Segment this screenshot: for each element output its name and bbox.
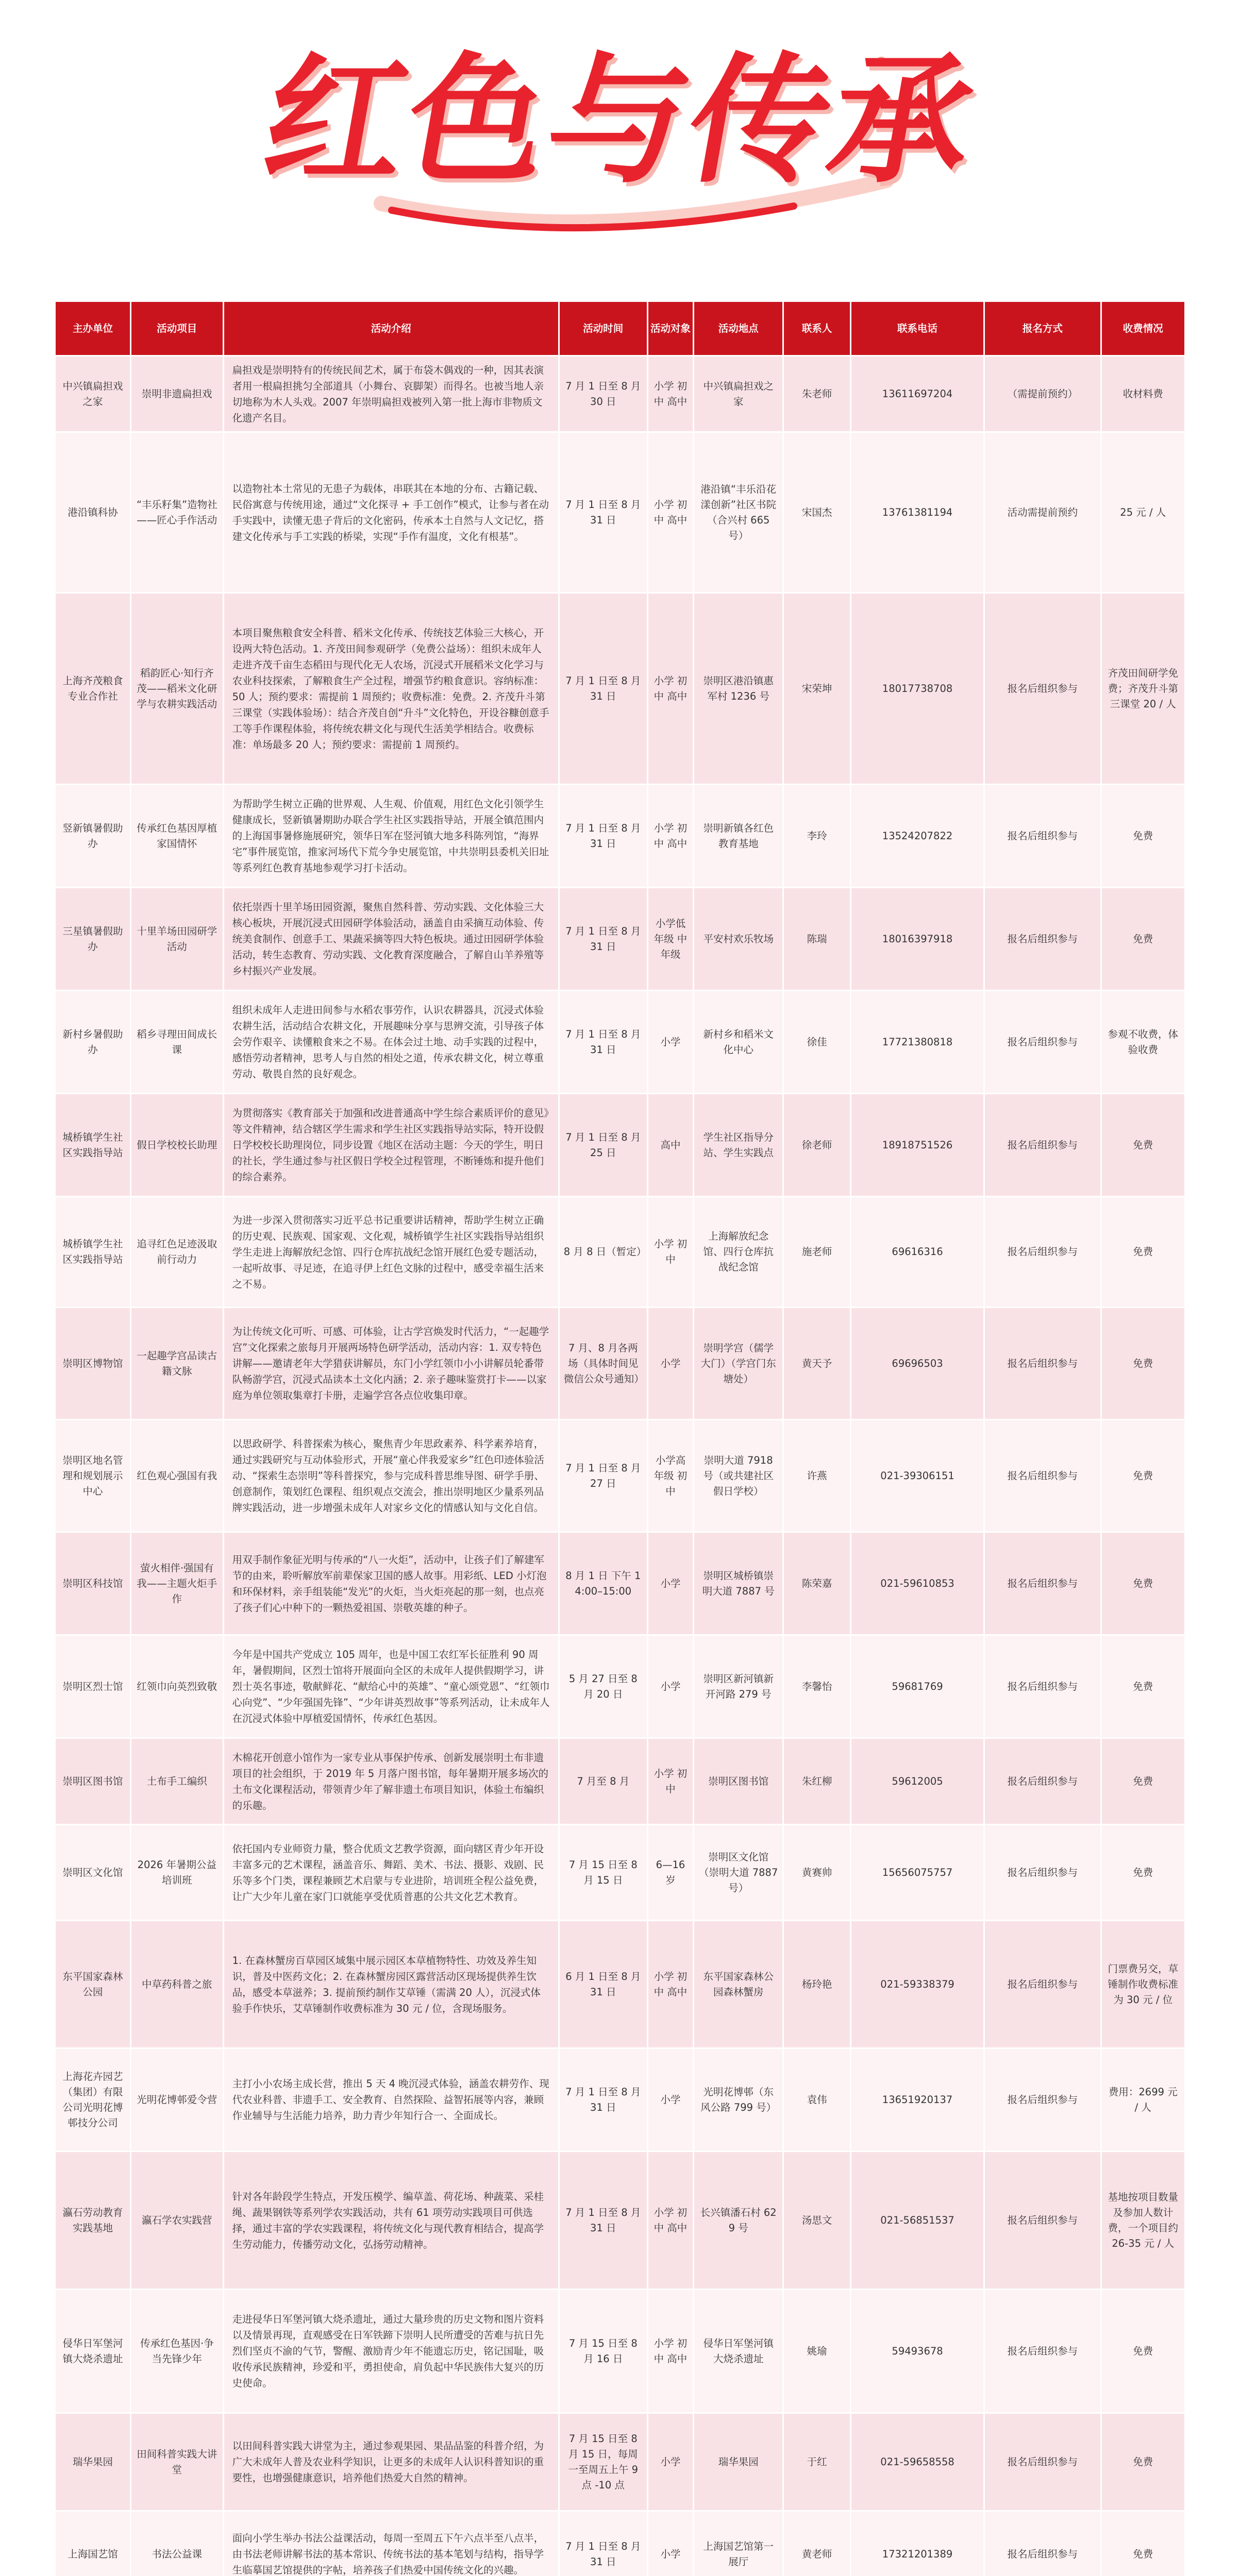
cell-organizer: 城桥镇学生社区实践指导站	[55, 1197, 131, 1308]
table-row	[55, 2151, 1185, 2290]
cell-time: 7 月 1 日至 8 月 31 日	[559, 432, 647, 593]
cell-location: 新村乡和稻米文化中心	[694, 991, 783, 1094]
cell-signup: （需提前预约）	[984, 356, 1101, 432]
cell-fee: 免费	[1101, 1825, 1185, 1921]
cell-audience: 小学	[647, 991, 693, 1094]
cell-signup: 报名后组织参与	[984, 1532, 1101, 1635]
cell-audience: 小学	[647, 1635, 693, 1738]
cell-project: 红领巾向英烈致敬	[130, 1635, 223, 1738]
cell-location: 崇明区新河镇新开河路 279 号	[694, 1635, 783, 1738]
cell-signup: 报名后组织参与	[984, 2511, 1101, 2576]
header-banner	[0, 0, 1240, 299]
cell-time: 7 月 1 日至 8 月 31 日	[559, 593, 647, 785]
cell-intro: 1. 在森林蟹房百草园区域集中展示园区本草植物特性、功效及养生知识，普及中医药文化；2. 在森林蟹房园区露营活动区现场提供养生饮品，感受本草滋养；3. 提前预约制作艾草锤（需满 20 人），沉浸式体验手作快乐，艾草锤制作收费标准为 30 元 / 位，含现场服务。	[223, 1921, 559, 2048]
cell-fee: 基地按项目数量及参加人数计费，一个项目约 26-35 元 / 人	[1101, 2151, 1185, 2290]
cell-organizer: 东平国家森林公园	[55, 1921, 131, 2048]
cell-audience: 小学	[647, 2511, 693, 2576]
cell-contact: 李馨怡	[783, 1635, 851, 1738]
table-row	[55, 1308, 1185, 1420]
cell-time: 5 月 27 日至 8 月 20 日	[559, 1635, 647, 1738]
cell-project: 追寻红色足迹汲取前行动力	[130, 1197, 223, 1308]
cell-organizer: 新村乡暑假助办	[55, 991, 131, 1094]
cell-phone[interactable]: 69696503	[850, 1308, 984, 1420]
cell-contact: 宋荣坤	[783, 593, 851, 785]
cell-contact: 姚瑜	[783, 2290, 851, 2413]
cell-audience: 小学 初中 高中	[647, 432, 693, 593]
cell-fee: 25 元 / 人	[1101, 432, 1185, 593]
cell-fee: 参观不收费，体验收费	[1101, 991, 1185, 1094]
cell-project: 崇明非遗扁担戏	[130, 356, 223, 432]
cell-fee: 免费	[1101, 888, 1185, 991]
table-row	[55, 991, 1185, 1094]
cell-phone[interactable]: 021-59338379	[850, 1921, 984, 2048]
cell-project: 传承红色基因·争当先锋少年	[130, 2290, 223, 2413]
cell-organizer: 瀛石劳动教育实践基地	[55, 2151, 131, 2290]
cell-location: 崇明区图书馆	[694, 1738, 783, 1825]
cell-time: 7 月 1 日至 8 月 31 日	[559, 2511, 647, 2576]
cell-audience: 小学高年级 初中	[647, 1420, 693, 1532]
header-contact: 联系人	[783, 301, 851, 356]
cell-contact: 李玲	[783, 785, 851, 888]
cell-intro: 为让传统文化可听、可感、可体验，让古学宫焕发时代活力，“一起趣学宫”文化探索之旅每月开展两场特色研学活动，活动内容：1. 双专特色讲解——邀请老年大学猎获讲解员，东门小学红领巾小小讲解员轮番带队畅游学宫，沉浸式品读本土文化内涵；2. 亲子趣味鉴赏打卡——以家庭为单位领取集章打卡册，走遍学宫各点位收集印章。	[223, 1308, 559, 1420]
cell-intro: 本项目聚焦粮食安全科普、稻米文化传承、传统技艺体验三大核心，开设两大特色活动。1. 齐茂田间参观研学（免费公益场）：组织未成年人走进齐茂千亩生态稻田与现代化无人农场，沉浸式开展稻米文化学习与农业科技探索，了解粮食生产全过程，增强节约粮食意识。容纳标准：50 人；预约要求：需提前 1 周预约；收费标准：免费。2. 齐茂升斗第三课堂（实践体验场）：结合齐茂自创“升斗”文化特色，开设谷糠创意手工等手作课程体验，将传统农耕文化与现代生活美学相结合。收费标准：单场最多 20 人；预约要求：需提前 1 周预约。	[223, 593, 559, 785]
cell-location: 平安村欢乐牧场	[694, 888, 783, 991]
cell-location: 长兴镇潘石村 629 号	[694, 2151, 783, 2290]
cell-signup: 报名后组织参与	[984, 2413, 1101, 2511]
cell-audience: 小学 初中	[647, 1197, 693, 1308]
cell-intro: 为帮助学生树立正确的世界观、人生观、价值观，用红色文化引领学生健康成长，竖新镇暑期助办联合学生社区实践指导站，开展全镇范围内的上海国事暑修施展研究，领华日军在竖河镇大地多科陈列馆，“海界宅”事件展览馆，推家河场代下荒今争史展览馆，中共崇明县委机关旧址等系列红色教育基地参观学习打卡活动。	[223, 785, 559, 888]
cell-project: “丰乐籽集”造物社——匠心手作活动	[130, 432, 223, 593]
cell-organizer: 竖新镇暑假助办	[55, 785, 131, 888]
cell-location: 上海国艺馆第一展厅	[694, 2511, 783, 2576]
table-body	[55, 356, 1185, 2576]
cell-time: 7 月 1 日至 8 月 30 日	[559, 356, 647, 432]
table-row	[55, 593, 1185, 785]
table-row	[55, 888, 1185, 991]
cell-intro: 主打小小农场主成长营，推出 5 天 4 晚沉浸式体验，涵盖农耕劳作、现代农业科普、非遗手工、安全教育、自然探险、益智拓展等内容，兼顾作业辅导与生活能力培养，助力青少年知行合一、全面成长。	[223, 2048, 559, 2151]
cell-organizer: 崇明区文化馆	[55, 1825, 131, 1921]
cell-project: 稻乡寻理田间成长课	[130, 991, 223, 1094]
cell-organizer: 崇明区图书馆	[55, 1738, 131, 1825]
cell-contact: 徐老师	[783, 1094, 851, 1197]
cell-signup: 报名后组织参与	[984, 1825, 1101, 1921]
cell-intro: 以造物社本土常见的无患子为载体，串联其在本地的分布、古籍记载、民俗寓意与传统用途，通过“文化探寻 + 手工创作”模式，让参与者在动手实践中，读懂无患子背后的文化密码，传承本土自然与人文记忆，搭建文化传承与手工实践的桥梁，实现“手作有温度，文化有根基”。	[223, 432, 559, 593]
cell-contact: 陈瑞	[783, 888, 851, 991]
cell-project: 光明花博邨爱令营	[130, 2048, 223, 2151]
cell-phone[interactable]: 13761381194	[850, 432, 984, 593]
header-phone: 联系电话	[850, 301, 984, 356]
cell-time: 7 月 1 日至 8 月 31 日	[559, 991, 647, 1094]
cell-time: 8 月 8 日（暂定）	[559, 1197, 647, 1308]
cell-signup: 报名后组织参与	[984, 888, 1101, 991]
cell-fee: 齐茂田间研学免费；齐茂升斗第三课堂 20 / 人	[1101, 593, 1185, 785]
cell-intro: 面向小学生举办书法公益课活动，每周一至周五下午六点半至八点半，由书法老师讲解书法的基本常识、传统书法的基本笔划与结构，指导学生临摹国艺馆提供的字帖，培养孩子们热爱中国传统文化的兴趣。	[223, 2511, 559, 2576]
cell-contact: 徐佳	[783, 991, 851, 1094]
cell-contact: 杨玲艳	[783, 1921, 851, 2048]
cell-phone[interactable]: 021-39306151	[850, 1420, 984, 1532]
cell-contact: 朱老师	[783, 356, 851, 432]
cell-audience: 小学	[647, 1532, 693, 1635]
cell-organizer: 崇明区科技馆	[55, 1532, 131, 1635]
cell-audience: 小学 初中 高中	[647, 593, 693, 785]
cell-phone[interactable]: 59493678	[850, 2290, 984, 2413]
table-row	[55, 1420, 1185, 1532]
cell-phone[interactable]: 18918751526	[850, 1094, 984, 1197]
cell-intro: 走进侵华日军堡河镇大烧杀遗址，通过大量珍贵的历史文物和图片资料以及情景再现，直观感受在日军铁蹄下崇明人民所遭受的苦难与抗日先烈们坚贞不渝的气节，警醒、激励青少年不能遗忘历史，铭记国耻，吸收传承民族精神，珍爱和平，勇担使命，肩负起中华民族伟大复兴的历史使命。	[223, 2290, 559, 2413]
cell-time: 7 月、8 月各两场（具体时间见微信公众号通知）	[559, 1308, 647, 1420]
cell-signup: 报名后组织参与	[984, 1921, 1101, 2048]
cell-audience: 6—16 岁	[647, 1825, 693, 1921]
cell-organizer: 崇明区博物馆	[55, 1308, 131, 1420]
cell-project: 传承红色基因厚植家国情怀	[130, 785, 223, 888]
cell-phone[interactable]: 15656075757	[850, 1825, 984, 1921]
table-row	[55, 1197, 1185, 1308]
cell-location: 港沿镇“丰乐沿花漾创新”社区书院（合兴村 665 号）	[694, 432, 783, 593]
cell-project: 田间科普实践大讲堂	[130, 2413, 223, 2511]
cell-organizer: 侵华日军堡河镇大烧杀遗址	[55, 2290, 131, 2413]
cell-fee: 免费	[1101, 1738, 1185, 1825]
cell-signup: 报名后组织参与	[984, 785, 1101, 888]
cell-phone[interactable]: 021-59610853	[850, 1532, 984, 1635]
cell-contact: 朱红柳	[783, 1738, 851, 1825]
cell-contact: 黄天予	[783, 1308, 851, 1420]
cell-fee: 免费	[1101, 2413, 1185, 2511]
cell-intro: 以思政研学、科普探索为核心，聚焦青少年思政素养、科学素养培育，通过实践研究与互动体验形式，开展“童心伴我爱家乡”红色印迹体验活动、“探索生态崇明”等科普探究，参与完成科普思维导图、研学手册、创意制作，策划红色课程、组织观点交流会，推出崇明地区少量系列品牌实践活动，进一步增强未成年人对家乡文化的情感认知与文化自信。	[223, 1420, 559, 1532]
cell-location: 侵华日军堡河镇大烧杀遗址	[694, 2290, 783, 2413]
cell-contact: 宋国杰	[783, 432, 851, 593]
cell-audience: 小学	[647, 2413, 693, 2511]
cell-organizer: 上海花卉园艺（集团）有限公司光明花博邨技分公司	[55, 2048, 131, 2151]
cell-signup: 报名后组织参与	[984, 1738, 1101, 1825]
cell-location: 崇明学宫（儒学大门）（学宫门东塘处）	[694, 1308, 783, 1420]
table-row	[55, 2048, 1185, 2151]
cell-location: 崇明大道 7918 号（或共建社区假日学校）	[694, 1420, 783, 1532]
cell-phone[interactable]: 13611697204	[850, 356, 984, 432]
cell-fee: 免费	[1101, 1197, 1185, 1308]
cell-fee: 门票费另交，草锤制作收费标准为 30 元 / 位	[1101, 1921, 1185, 2048]
cell-contact: 黄赛帅	[783, 1825, 851, 1921]
cell-audience: 小学 初中 高中	[647, 2151, 693, 2290]
cell-project: 一起趣学宫品读古籍文脉	[130, 1308, 223, 1420]
cell-contact: 黄老师	[783, 2511, 851, 2576]
cell-time: 7 月至 8 月	[559, 1738, 647, 1825]
cell-intro: 木棉花开创意小馆作为一家专业从事保护传承、创新发展崇明土布非遗项目的社会组织，于 2019 年 5 月落户图书馆，每年暑期开展多场次的土布文化课程活动，带领青少年了解非遗土布项目知识，体验土布编织的乐趣。	[223, 1738, 559, 1825]
table-row	[55, 1635, 1185, 1738]
header-intro: 活动介绍	[223, 301, 559, 356]
cell-fee: 免费	[1101, 1094, 1185, 1197]
cell-signup: 报名后组织参与	[984, 2048, 1101, 2151]
cell-project: 萤火相伴·强国有我——主题火炬手作	[130, 1532, 223, 1635]
cell-audience: 小学	[647, 1308, 693, 1420]
table-row	[55, 1921, 1185, 2048]
cell-organizer: 崇明区地名管理和规划展示中心	[55, 1420, 131, 1532]
cell-audience: 小学	[647, 2048, 693, 2151]
cell-signup: 报名后组织参与	[984, 1635, 1101, 1738]
cell-phone[interactable]: 59681769	[850, 1635, 984, 1738]
cell-project: 中草药科普之旅	[130, 1921, 223, 2048]
cell-time: 7 月 15 日至 8 月 15 日	[559, 1825, 647, 1921]
cell-time: 7 月 1 日至 8 月 31 日	[559, 785, 647, 888]
cell-time: 7 月 1 日至 8 月 31 日	[559, 888, 647, 991]
cell-signup: 报名后组织参与	[984, 593, 1101, 785]
header-time: 活动时间	[559, 301, 647, 356]
cell-time: 7 月 1 日至 8 月 31 日	[559, 2151, 647, 2290]
cell-fee: 免费	[1101, 1308, 1185, 1420]
cell-fee: 免费	[1101, 2511, 1185, 2576]
cell-project: 书法公益课	[130, 2511, 223, 2576]
cell-signup: 报名后组织参与	[984, 1094, 1101, 1197]
cell-audience: 高中	[647, 1094, 693, 1197]
header-organizer: 主办单位	[55, 301, 131, 356]
cell-audience: 小学 初中 高中	[647, 1921, 693, 2048]
cell-intro: 扁担戏是崇明特有的传统民间艺术，属于布袋木偶戏的一种，因其表演者用一根扁担挑匀全部道具（小舞台、哀脚架）而得名。也被当地人亲切地称为木人头戏。2007 年崇明扁担戏被列入第一批上海市非物质文化遗产名目。	[223, 356, 559, 432]
cell-fee: 免费	[1101, 1635, 1185, 1738]
cell-time: 7 月 15 日至 8 月 15 日，每周一至周五上午 9 点 -10 点	[559, 2413, 647, 2511]
cell-project: 假日学校校长助理	[130, 1094, 223, 1197]
cell-organizer: 三星镇暑假助办	[55, 888, 131, 991]
table-row	[55, 2413, 1185, 2511]
cell-contact: 于红	[783, 2413, 851, 2511]
cell-phone[interactable]: 18017738708	[850, 593, 984, 785]
cell-location: 崇明区文化馆（崇明大道 7887 号）	[694, 1825, 783, 1921]
cell-phone[interactable]: 17321201389	[850, 2511, 984, 2576]
cell-signup: 报名后组织参与	[984, 2290, 1101, 2413]
cell-location: 东平国家森林公园森林蟹房	[694, 1921, 783, 2048]
cell-signup: 报名后组织参与	[984, 991, 1101, 1094]
cell-time: 7 月 15 日至 8 月 16 日	[559, 2290, 647, 2413]
cell-phone[interactable]: 021-59658558	[850, 2413, 984, 2511]
cell-fee: 免费	[1101, 785, 1185, 888]
table-row	[55, 1094, 1185, 1197]
cell-organizer: 城桥镇学生社区实践指导站	[55, 1094, 131, 1197]
cell-time: 6 月 1 日至 8 月 31 日	[559, 1921, 647, 2048]
table-header-row	[55, 301, 1185, 356]
cell-signup: 报名后组织参与	[984, 2151, 1101, 2290]
cell-signup: 报名后组织参与	[984, 1197, 1101, 1308]
cell-intro: 今年是中国共产党成立 105 周年，也是中国工农红军长征胜利 90 周年，暑假期间，区烈士馆将开展面向全区的未成年人提供假期学习，讲烈士英名事迹，敬献鲜花、“献给心中的英雄”、“童心颂党恩”、“红领巾心向党”、“少年强国先锋”、“少年讲英烈故事”等系列活动，让未成年人在沉浸式体验中厚植爱国情怀，传承红色基因。	[223, 1635, 559, 1738]
cell-location: 学生社区指导分站、学生实践点	[694, 1094, 783, 1197]
cell-time: 7 月 1 日至 8 月 31 日	[559, 2048, 647, 2151]
cell-contact: 许燕	[783, 1420, 851, 1532]
header-signup: 报名方式	[984, 301, 1101, 356]
cell-phone[interactable]: 17721380818	[850, 991, 984, 1094]
cell-organizer: 上海国艺馆	[55, 2511, 131, 2576]
cell-intro: 针对各年龄段学生特点，开发压模学、编草盖、荷花场、种蔬菜、采桂绳、蔬果钢铁等系列学农实践活动，共有 61 项劳动实践项目可供选择，通过丰富的学农实践课程，将传统文化与现代教育相结合，提高学生劳动能力，传播劳动文化，弘扬劳动精神。	[223, 2151, 559, 2290]
cell-contact: 施老师	[783, 1197, 851, 1308]
cell-location: 上海解放纪念馆、四行仓库抗战纪念馆	[694, 1197, 783, 1308]
cell-fee: 免费	[1101, 1532, 1185, 1635]
header-project: 活动项目	[130, 301, 223, 356]
cell-signup: 报名后组织参与	[984, 1420, 1101, 1532]
table-row	[55, 432, 1185, 593]
cell-organizer: 上海齐茂粮食专业合作社	[55, 593, 131, 785]
cell-location: 崇明区城桥镇崇明大道 7887 号	[694, 1532, 783, 1635]
cell-phone[interactable]: 13524207822	[850, 785, 984, 888]
cell-organizer: 瑞华果园	[55, 2413, 131, 2511]
cell-signup: 报名后组织参与	[984, 1308, 1101, 1420]
cell-intro: 以田间科普实践大讲堂为主，通过参观果园、果品品鉴的科普介绍，为广大未成年人普及农业科学知识，让更多的未成年人认识科普知识的重要性，也增强健康意识，培养他们热爱大自然的精神。	[223, 2413, 559, 2511]
cell-location: 崇明区港沿镇惠军村 1236 号	[694, 593, 783, 785]
cell-fee: 收材料费	[1101, 356, 1185, 432]
cell-fee: 费用：2699 元 / 人	[1101, 2048, 1185, 2151]
cell-signup: 活动需提前预约	[984, 432, 1101, 593]
cell-time: 7 月 1 日至 8 月 25 日	[559, 1094, 647, 1197]
cell-fee: 免费	[1101, 1420, 1185, 1532]
activity-table	[54, 300, 1186, 2576]
cell-location: 光明花博邨（东风公路 799 号）	[694, 2048, 783, 2151]
cell-audience: 小学 初中	[647, 1738, 693, 1825]
table-row	[55, 2290, 1185, 2413]
cell-phone[interactable]: 59612005	[850, 1738, 984, 1825]
header-location: 活动地点	[694, 301, 783, 356]
table-row	[55, 1825, 1185, 1921]
cell-contact: 汤思文	[783, 2151, 851, 2290]
cell-organizer: 崇明区烈士馆	[55, 1635, 131, 1738]
cell-organizer: 港沿镇科协	[55, 432, 131, 593]
cell-audience: 小学 初中 高中	[647, 785, 693, 888]
cell-phone[interactable]: 69616316	[850, 1197, 984, 1308]
cell-fee: 免费	[1101, 2290, 1185, 2413]
cell-location: 中兴镇扁担戏之家	[694, 356, 783, 432]
cell-intro: 为贯彻落实《教育部关于加强和改进普通高中学生综合素质评价的意见》等文件精神，结合辖区学生需求和学生社区实践指导站实际，特开设假日学校校长助理岗位，同步设置《地区在活动主题：今天的学生，明日的社长，学生通过参与社区假日学校全过程管理，不断锤炼和提升他们的综合素养。	[223, 1094, 559, 1197]
cell-project: 红色观心强国有我	[130, 1420, 223, 1532]
cell-contact: 陈荣嘉	[783, 1532, 851, 1635]
cell-time: 7 月 1 日至 8 月 27 日	[559, 1420, 647, 1532]
header-audience: 活动对象	[647, 301, 693, 356]
cell-audience: 小学 初中 高中	[647, 356, 693, 432]
table-row	[55, 785, 1185, 888]
table-row	[55, 1738, 1185, 1825]
table-row	[55, 1532, 1185, 1635]
cell-project: 2026 年暑期公益培训班	[130, 1825, 223, 1921]
cell-intro: 依托崇西十里羊场田园资源，聚焦自然科普、劳动实践、文化体验三大核心板块，开展沉浸式田园研学体验活动，涵盖自由采摘互动体验、传统美食制作、创意手工、果蔬采摘等四大特色板块。通过田园研学体验活动，转生态教育、劳动实践、文化教育深度融合，了解自山羊养殖等乡村振兴产业发展。	[223, 888, 559, 991]
cell-phone[interactable]: 021-56851537	[850, 2151, 984, 2290]
cell-location: 崇明新镇各红色教育基地	[694, 785, 783, 888]
table-row	[55, 2511, 1185, 2576]
cell-time: 8 月 1 日 下午 14:00–15:00	[559, 1532, 647, 1635]
cell-intro: 用双手制作象征光明与传承的“八一火炬”，活动中，让孩子们了解建军节的由来，聆听解放军前辈保家卫国的感人故事。用彩纸、LED 小灯泡和环保材料，亲手组装能“发光”的火炬，当火炬亮起的那一刻，也点亮了孩子们心中种下的一颗热爱祖国、崇敬英雄的种子。	[223, 1532, 559, 1635]
cell-project: 土布手工编织	[130, 1738, 223, 1825]
cell-phone[interactable]: 13651920137	[850, 2048, 984, 2151]
header-fee: 收费情况	[1101, 301, 1185, 356]
cell-project: 稻韵匠心·知行齐茂——稻米文化研学与农耕实践活动	[130, 593, 223, 785]
cell-project: 十里羊场田园研学活动	[130, 888, 223, 991]
cell-project: 瀛石学农实践营	[130, 2151, 223, 2290]
cell-contact: 袁伟	[783, 2048, 851, 2151]
table-row	[55, 356, 1185, 432]
cell-intro: 依托国内专业师资力量，整合优质文艺教学资源，面向辖区青少年开设丰富多元的艺术课程，涵盖音乐、舞蹈、美术、书法、摄影、戏剧、民乐等多个门类，课程兼顾艺术启蒙与专业进阶，培训班全程公益免费，让广大少年儿童在家门口就能享受优质普惠的公共文化艺术教育。	[223, 1825, 559, 1921]
cell-audience: 小学 初中 高中	[647, 2290, 693, 2413]
cell-phone[interactable]: 18016397918	[850, 888, 984, 991]
cell-organizer: 中兴镇扁担戏之家	[55, 356, 131, 432]
cell-intro: 为进一步深入贯彻落实习近平总书记重要讲话精神，帮助学生树立正确的历史观、民族观、国家观、文化观，城桥镇学生社区实践指导站组织学生走进上海解放纪念馆、四行仓库抗战纪念馆开展红色爱专题活动，一起听故事、寻足迹，在追寻伊上红色文脉的过程中，感受幸福生活来之不易。	[223, 1197, 559, 1308]
cell-audience: 小学低年级 中年级	[647, 888, 693, 991]
cell-intro: 组织未成年人走进田间参与水稻农事劳作，认识农耕器具，沉浸式体验农耕生活，活动结合农耕文化，开展趣味分享与思辨交流，引导孩子体会劳作艰辛、读懂粮食来之不易。在体会过土地、动手实践的过程中，感悟劳动者精神，思考人与自然的相处之道，传承农耕文化，树立尊重劳动、敬畏自然的良好观念。	[223, 991, 559, 1094]
page-title: 红色与传承	[253, 40, 987, 202]
cell-location: 瑞华果园	[694, 2413, 783, 2511]
